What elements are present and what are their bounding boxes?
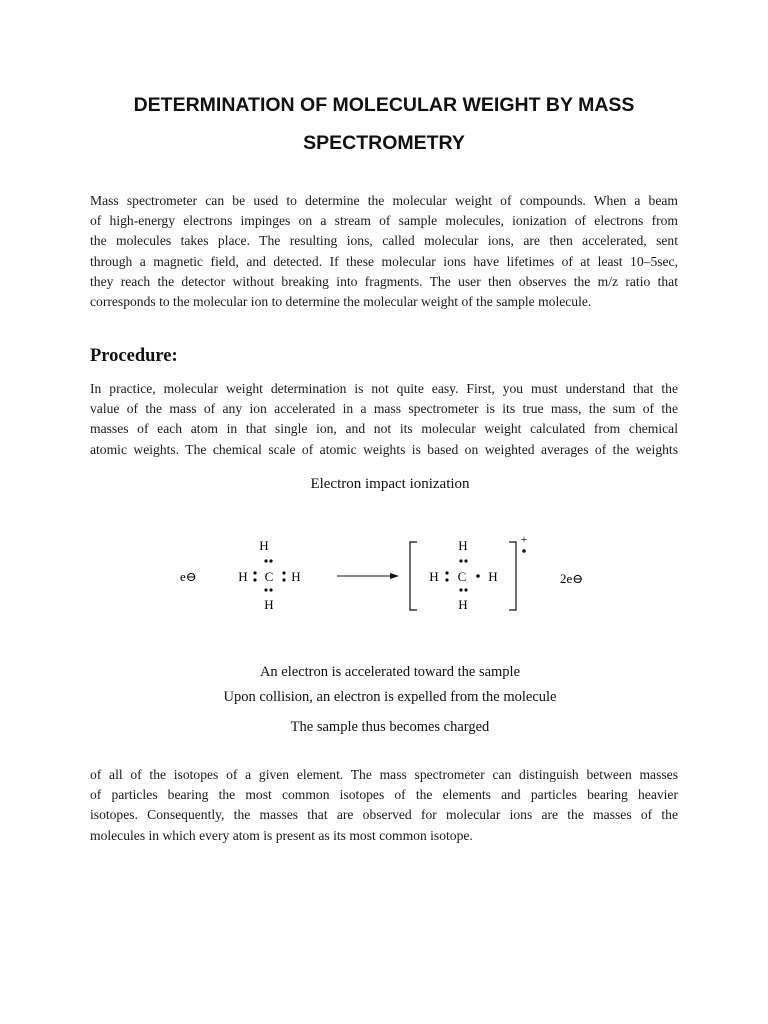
electron-dot [269,588,272,591]
figure-caption: An electron is accelerated toward the sample [259,664,521,680]
title-line-1: DETERMINATION OF MOLECULAR WEIGHT BY MASS [133,94,635,116]
text-line: isotopes. Consequently, the masses that are observed for molecular ions are the masses of the [90,807,678,823]
charge-sign: + [520,532,528,546]
electron-dot [445,571,448,574]
text-line: molecules in which every atom is present as its most common isotope. [90,827,473,843]
text-line: through a magnetic field, and detected. If these molecular ions have lifetimes of at least 10–5sec, [90,253,678,269]
text-line: of high-energy electrons impinges on a stream of sample molecules, ionization of electrons from [90,213,678,229]
ionization-diagram [160,525,620,685]
atom-label: H [488,569,498,584]
atom-label: C [457,569,467,584]
unpaired-electron-dot [476,574,480,578]
electron-dot [464,588,467,591]
electron-dot [282,578,285,581]
electron-dot [282,571,285,574]
bracket-right [509,542,516,610]
text-line: of particles bearing the most common isotopes of the elements and particles bearing heavier [90,787,678,803]
electron-dot [459,588,462,591]
atom-label: H [264,597,274,612]
text-line: Mass spectrometer can be used to determine the molecular weight of compounds. When a beam [90,193,678,208]
figure-caption: The sample thus becomes charged [290,719,490,735]
electron-dot [253,578,256,581]
arrow-head [390,573,399,579]
electron-dot [445,578,448,581]
figure-caption: Upon collision, an electron is expelled from the molecule [223,689,557,705]
electron-dot [464,559,467,562]
text-line: In practice, molecular weight determination is not quite easy. First, you must understand that the [90,381,678,396]
electron-dot [269,559,272,562]
atom-label: H [238,569,248,584]
atom-label: H [458,597,468,612]
atom-label: C [264,569,274,584]
text-line: they reach the detector without breaking into fragments. The user then observes the m/z ratio that [90,273,678,289]
figure-title: Electron impact ionization [310,476,470,492]
procedure-paragraph [90,379,678,460]
electron-dot [253,571,256,574]
atom-label: H [429,569,439,584]
intro-paragraph [90,191,678,312]
title-line-2: SPECTROMETRY [303,132,465,154]
electron-impact-figure [160,470,620,745]
electron-dot [264,588,267,591]
radical-dot [522,549,526,553]
text-line: value of the mass of any ion accelerated in a mass spectrometer is its true mass, the sum of the [90,401,678,417]
bracket-left [410,542,417,610]
text-line: atomic weights. The chemical scale of atomic weights is based on weighted averages of the weights [90,441,678,457]
atom-label: H [291,569,301,584]
text-line: the molecules takes place. The resulting ions, called molecular ions, are then accelerated, sent [90,233,678,249]
text-line: masses of each atom in that single ion, and not its molecular weight calculated from chemical [90,421,678,437]
electron-dot [459,559,462,562]
electron-dot [264,559,267,562]
electron-out-label: 2e⊖ [560,571,584,586]
atom-label: H [458,538,468,553]
page-title [60,86,708,162]
procedure-heading: Procedure: [90,346,178,366]
text-line: corresponds to the molecular ion to determine the molecular weight of the sample molecule. [90,294,592,310]
electron-in-label: e⊖ [180,569,197,584]
closing-paragraph [90,765,678,846]
atom-label: H [259,538,269,553]
text-line: of all of the isotopes of a given element. The mass spectrometer can distinguish between masses [90,767,678,782]
